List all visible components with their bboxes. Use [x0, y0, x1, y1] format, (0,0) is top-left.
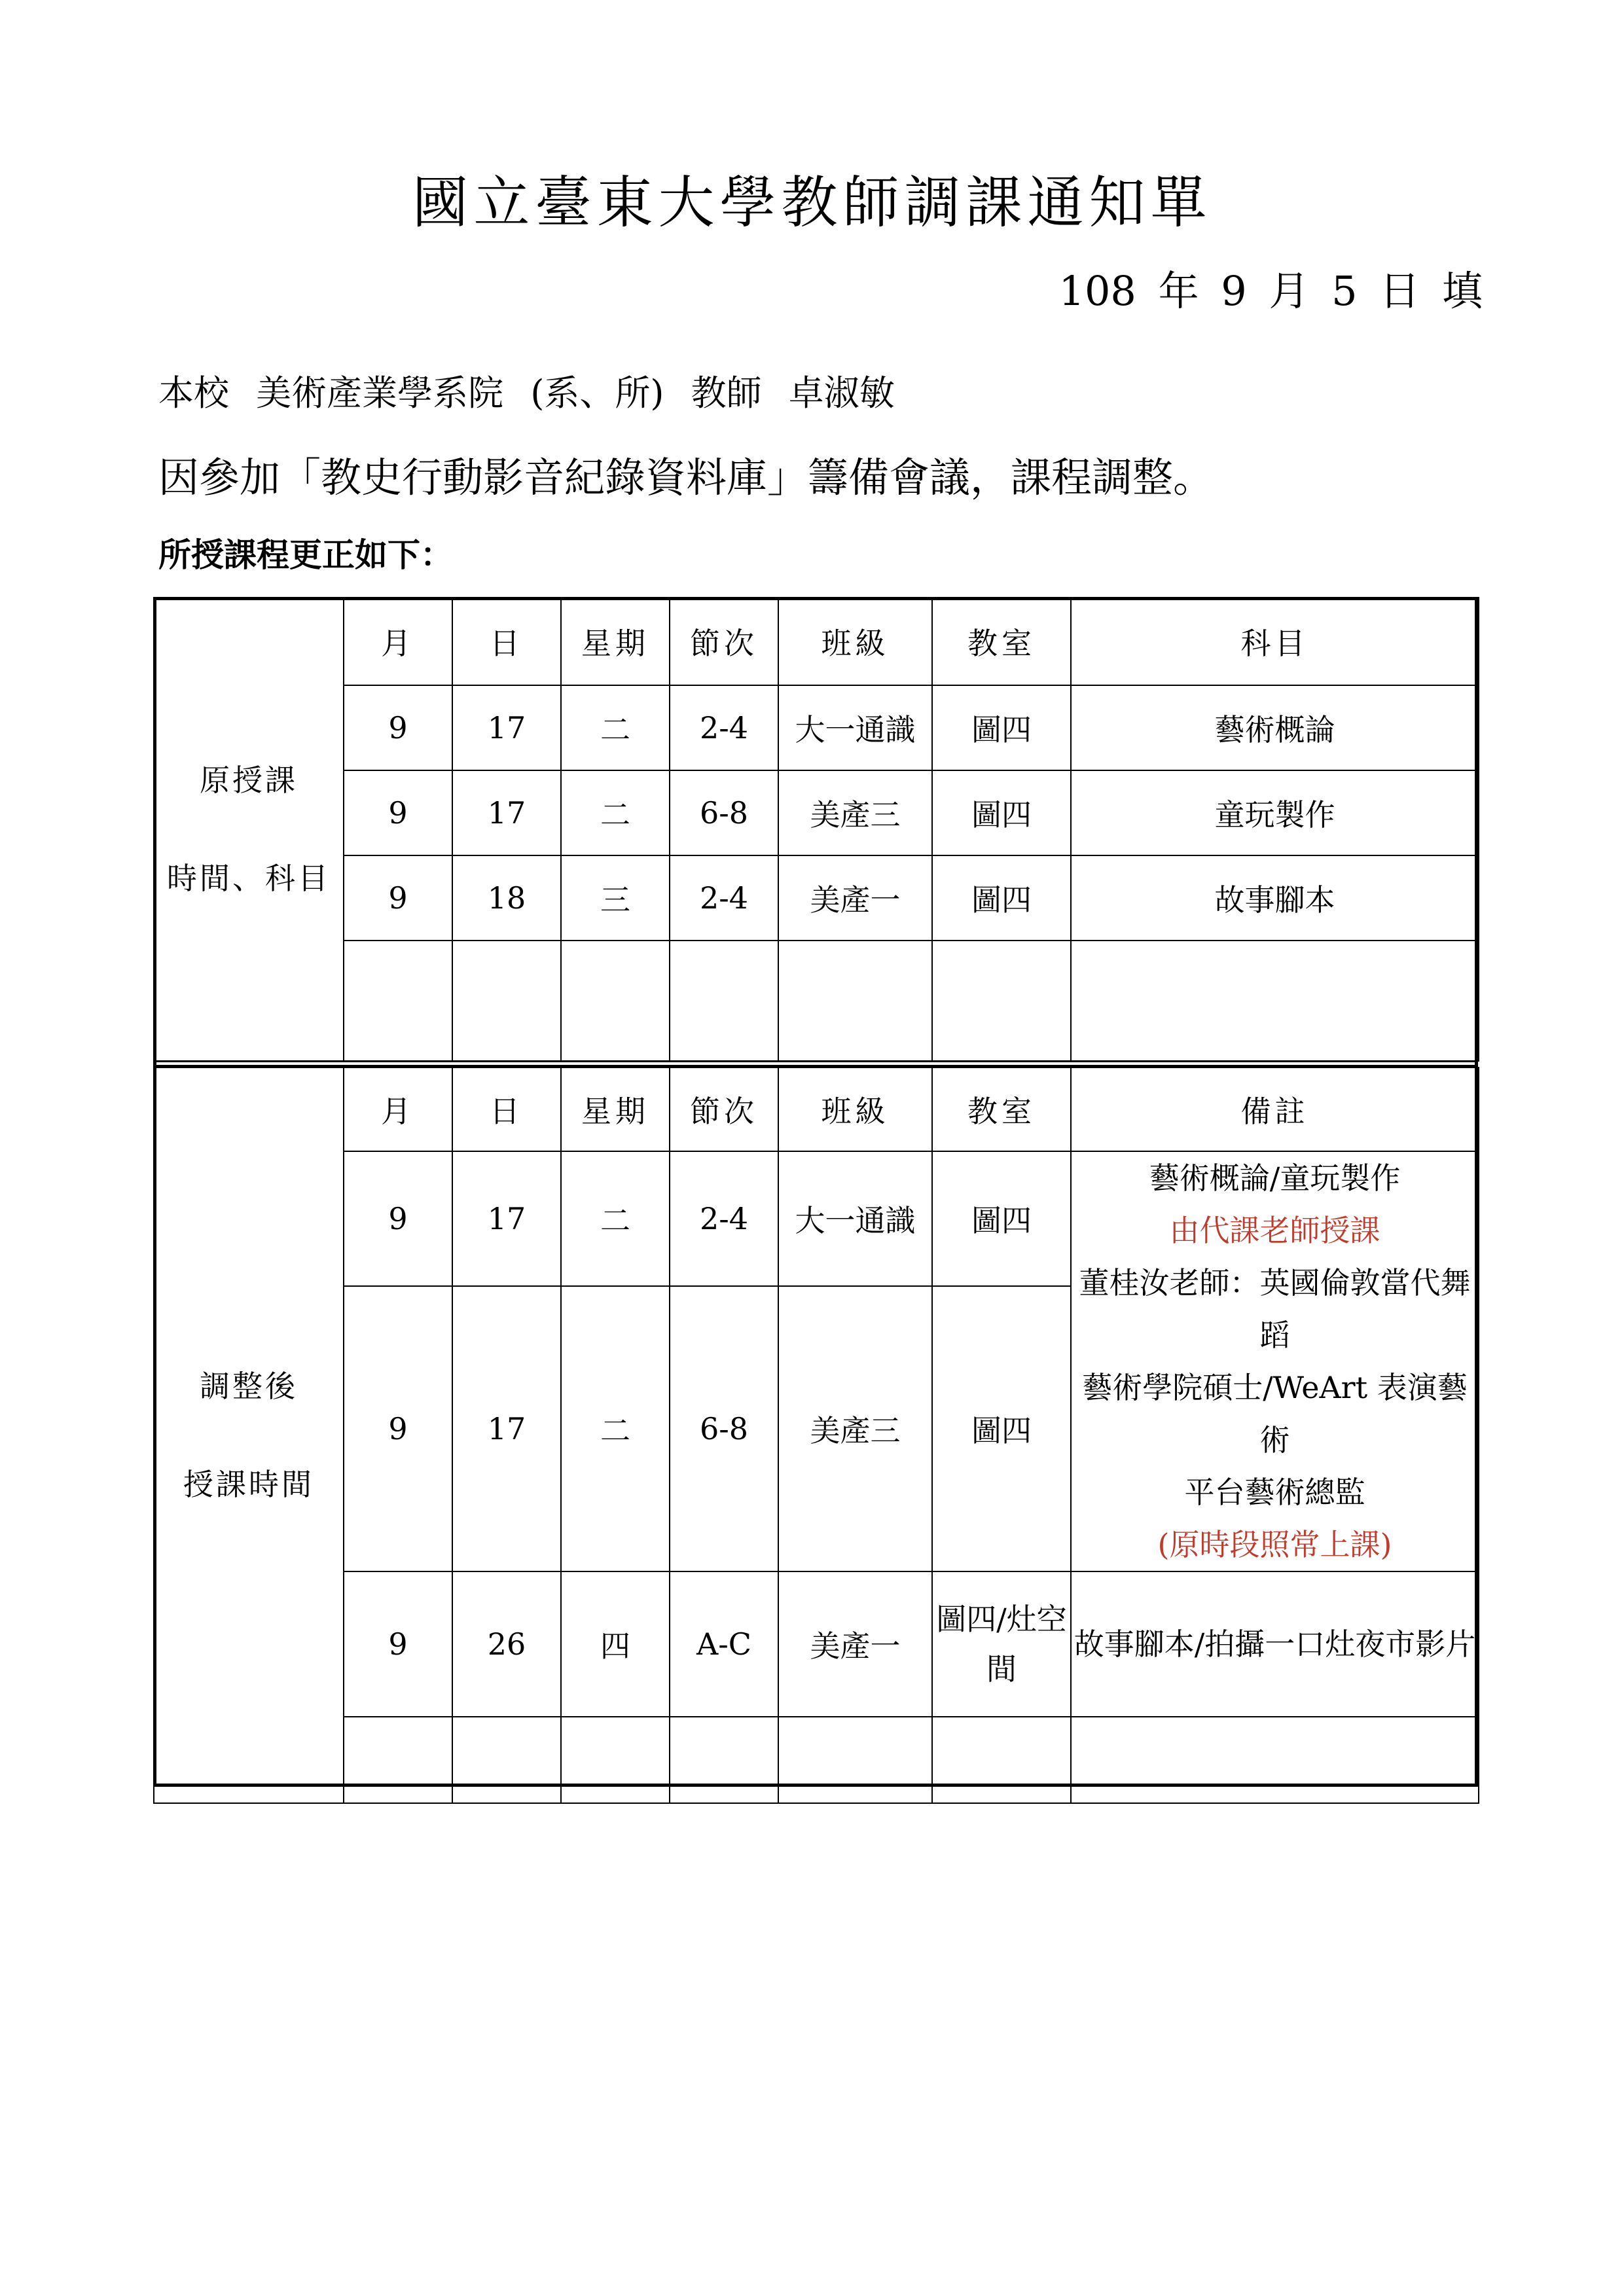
- cell-period: 6-8: [670, 1286, 778, 1571]
- cell-room: 圖四: [932, 770, 1071, 855]
- remark-teacher: 董桂汝老師：英國倫敦當代舞蹈: [1079, 1265, 1471, 1353]
- cell-class: 美產三: [778, 1286, 932, 1571]
- list-heading: 所授課程更正如下：: [158, 535, 453, 574]
- cell-remark-script: 故事腳本/拍攝一口灶夜市影片: [1071, 1571, 1479, 1717]
- cell-period: 2-4: [670, 855, 778, 941]
- header-remark: 備註: [1071, 1067, 1479, 1151]
- cell-period: 6-8: [670, 770, 778, 855]
- cell-month: 9: [344, 1286, 452, 1571]
- cell-month: 9: [344, 1571, 452, 1717]
- cell-class: 美產一: [778, 855, 932, 941]
- header-subject: 科目: [1071, 598, 1479, 685]
- cell-period: A-C: [670, 1571, 778, 1717]
- document-title: 國立臺東大學教師調課通知單: [412, 170, 1212, 236]
- header-period: 節次: [670, 1067, 778, 1151]
- cell-month: 9: [344, 770, 452, 855]
- cell-day: 17: [452, 1151, 561, 1286]
- header-day: 日: [452, 1067, 561, 1151]
- fill-date: 108 年 9 月 5 日 填: [1058, 267, 1483, 315]
- remark-teacher-role: 平台藝術總監: [1184, 1475, 1365, 1510]
- table-outer-border: [153, 597, 1478, 1787]
- cell-room: 圖四/灶空間: [932, 1571, 1071, 1717]
- cell-weekday: 二: [561, 1286, 670, 1571]
- cell-weekday: 二: [561, 685, 670, 770]
- header-period: 節次: [670, 598, 778, 685]
- remark-same-time-note: (原時段照常上課): [1157, 1527, 1392, 1562]
- reason-line: 因參加「教史行動影音紀錄資料庫」籌備會議，課程調整。: [158, 454, 1214, 501]
- cell-weekday: 三: [561, 855, 670, 941]
- cell-period: 2-4: [670, 685, 778, 770]
- cell-subject: 藝術概論: [1071, 685, 1479, 770]
- cell-room: 圖四: [932, 1151, 1071, 1286]
- header-month: 月: [344, 598, 452, 685]
- cell-class: 大一通識: [778, 685, 932, 770]
- remark-teacher-degree: 藝術學院碩士/WeArt 表演藝術: [1082, 1370, 1468, 1458]
- remark-substitute-note: 由代課老師授課: [1169, 1213, 1380, 1248]
- cell-room: 圖四: [932, 685, 1071, 770]
- cell-period: 2-4: [670, 1151, 778, 1286]
- cell-class: 美產一: [778, 1571, 932, 1717]
- header-class: 班級: [778, 1067, 932, 1151]
- header-day: 日: [452, 598, 561, 685]
- cell-subject: 童玩製作: [1071, 770, 1479, 855]
- remark-subjects: 藝術概論/童玩製作: [1149, 1160, 1401, 1196]
- adjusted-side-label-2: 授課時間: [183, 1467, 314, 1502]
- cell-day: 17: [452, 685, 561, 770]
- cell-class: 美產三: [778, 770, 932, 855]
- header-weekday: 星期: [561, 1067, 670, 1151]
- cell-day: 17: [452, 1286, 561, 1571]
- header-class: 班級: [778, 598, 932, 685]
- cell-room: 圖四: [932, 1286, 1071, 1571]
- cell-weekday: 二: [561, 1151, 670, 1286]
- cell-weekday: 二: [561, 770, 670, 855]
- header-month: 月: [344, 1067, 452, 1151]
- cell-day: 18: [452, 855, 561, 941]
- cell-room: 圖四: [932, 855, 1071, 941]
- header-room: 教室: [932, 1067, 1071, 1151]
- header-weekday: 星期: [561, 598, 670, 685]
- cell-day: 26: [452, 1571, 561, 1717]
- cell-month: 9: [344, 1151, 452, 1286]
- cell-month: 9: [344, 855, 452, 941]
- cell-month: 9: [344, 685, 452, 770]
- original-side-label-1: 原授課: [200, 762, 298, 798]
- cell-weekday: 四: [561, 1571, 670, 1717]
- cell-class: 大一通識: [778, 1151, 932, 1286]
- cell-day: 17: [452, 770, 561, 855]
- teacher-line: 本校 美術產業學系院 (系、所) 教師 卓淑敏: [158, 372, 895, 414]
- header-room: 教室: [932, 598, 1071, 685]
- adjusted-side-label-1: 調整後: [200, 1369, 298, 1404]
- cell-subject: 故事腳本: [1071, 855, 1479, 941]
- original-side-label-2: 時間、科目: [167, 861, 331, 896]
